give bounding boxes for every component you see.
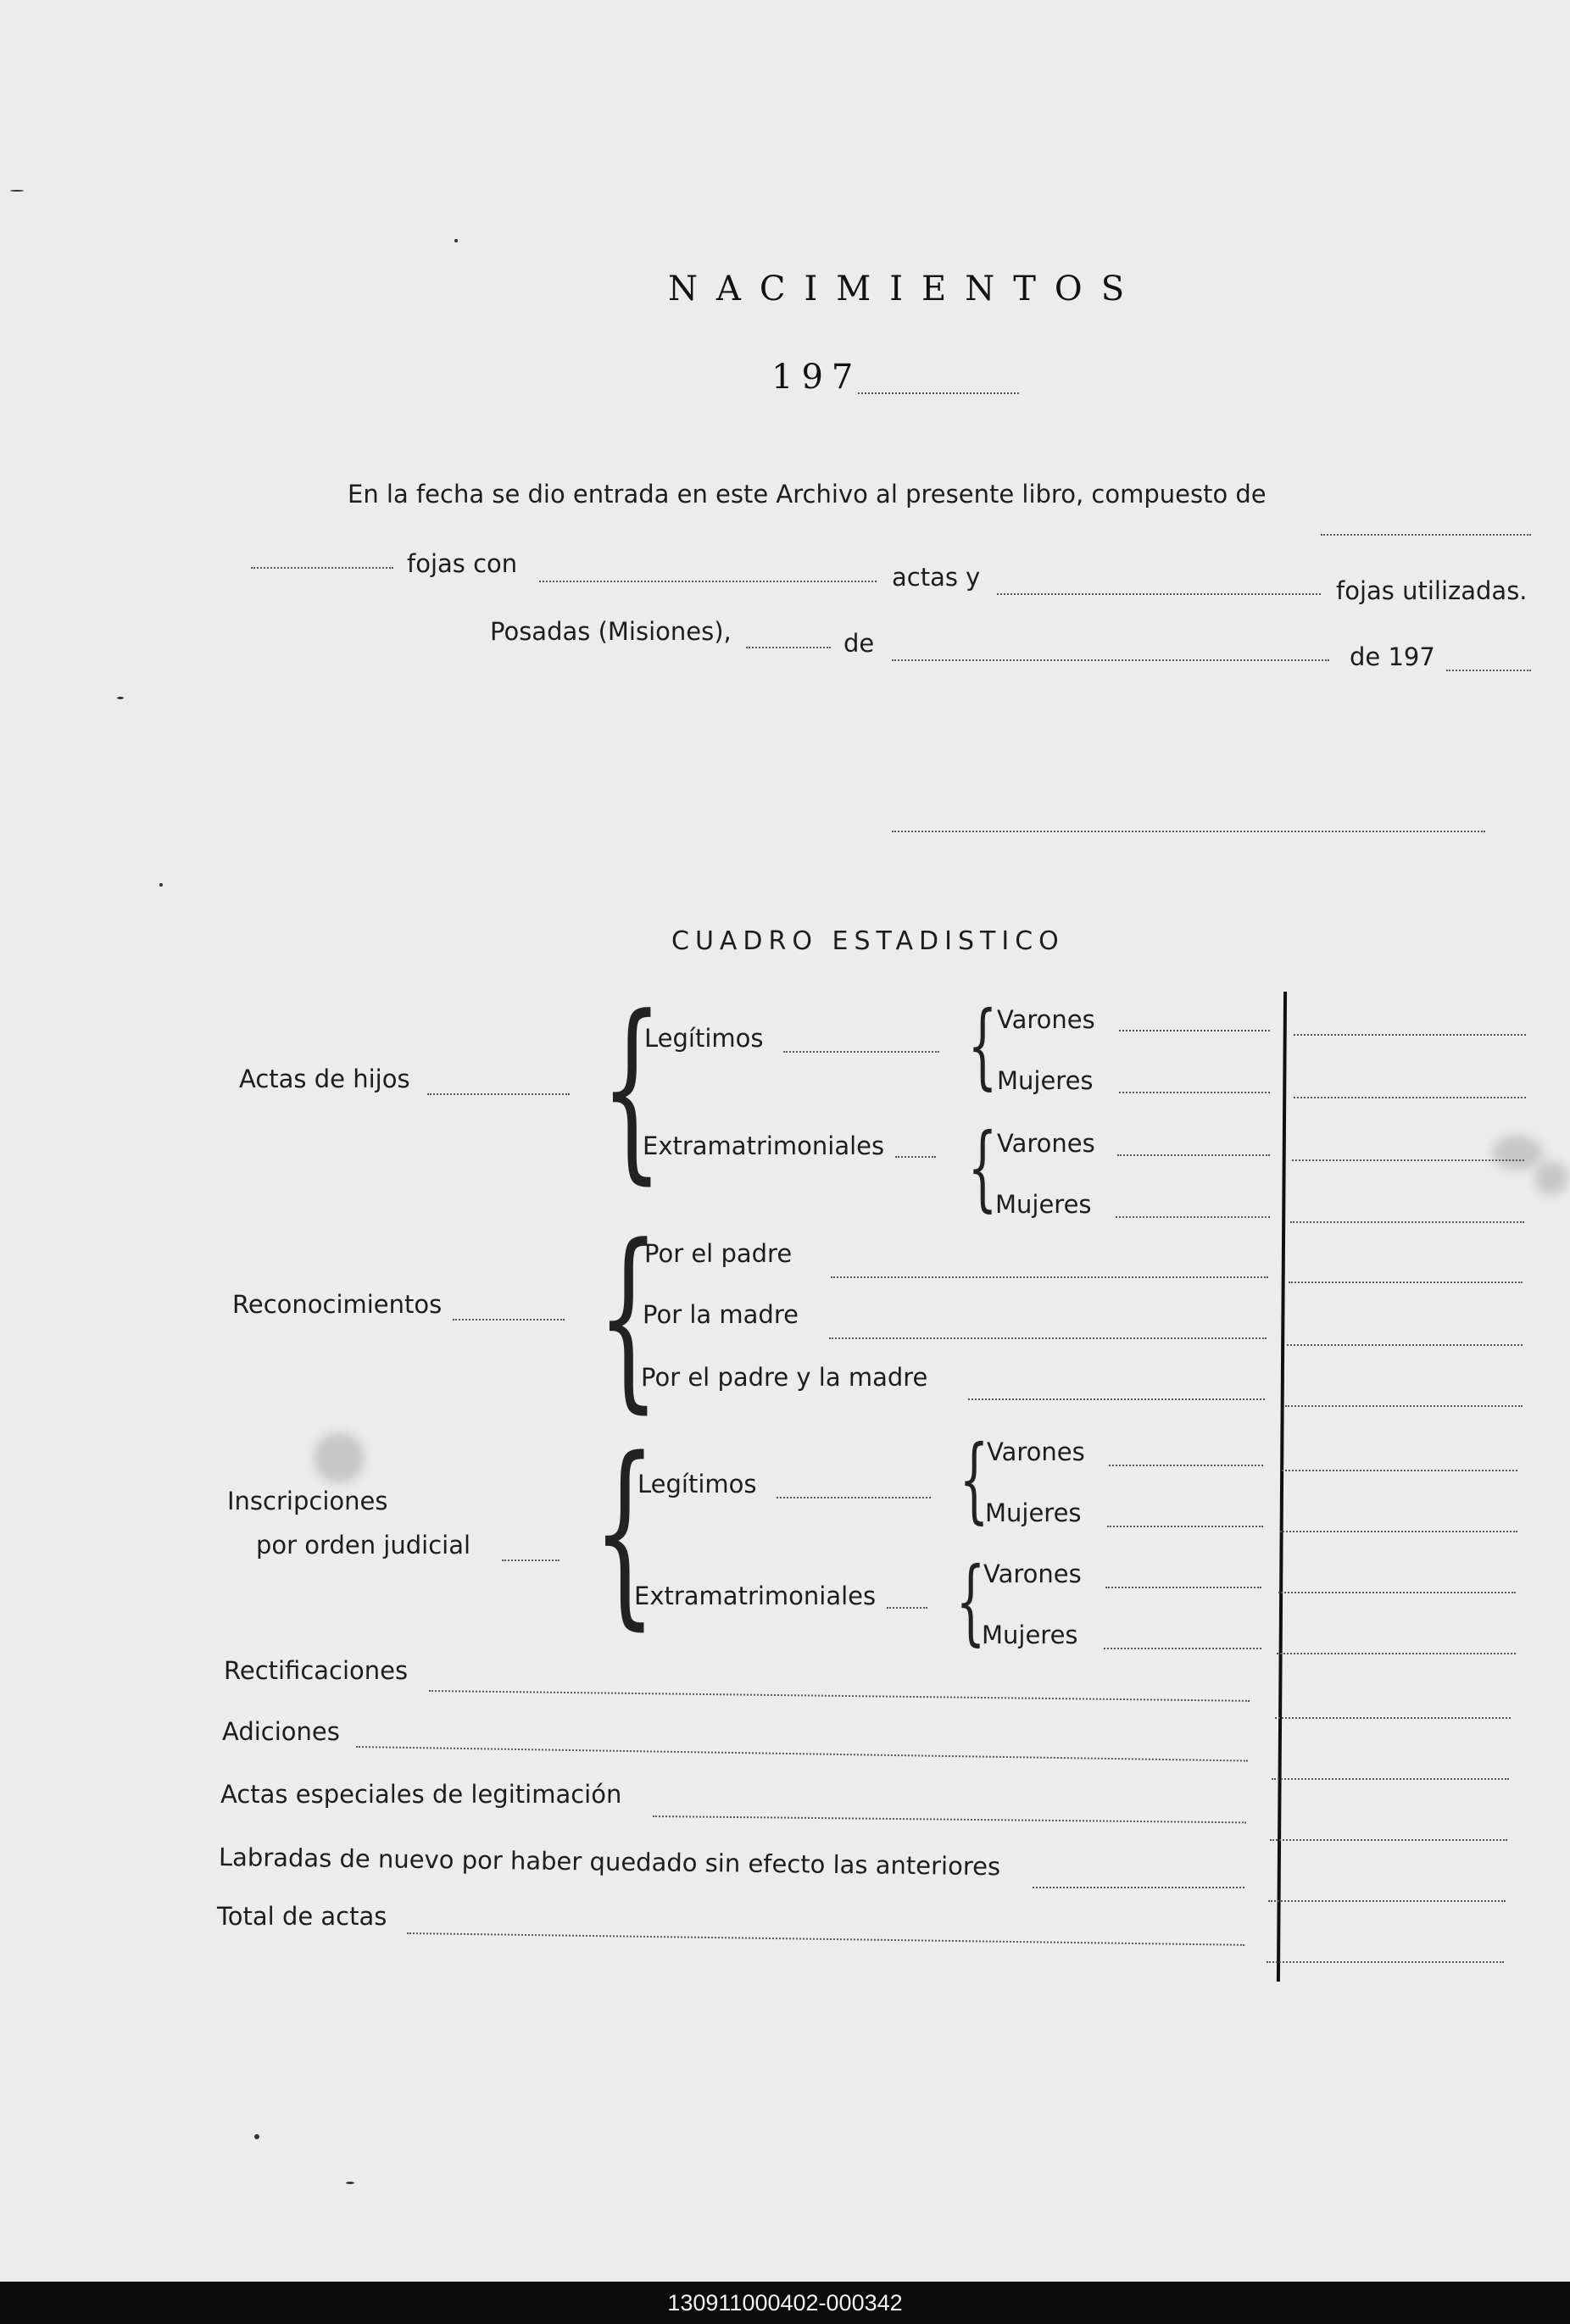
total-total[interactable]: [1267, 1961, 1504, 1963]
varones-2-dots[interactable]: [1117, 1154, 1270, 1156]
scan-smudge: [1534, 1161, 1568, 1195]
scan-speck: [454, 239, 458, 242]
total-dots[interactable]: [407, 1932, 1244, 1946]
actas-especiales-total[interactable]: [1270, 1839, 1507, 1841]
mujeres-1-total[interactable]: [1294, 1097, 1526, 1098]
archive-id: 130911000402-000342: [667, 2289, 903, 2316]
varones-1-total[interactable]: [1294, 1034, 1526, 1036]
varones-1-dots[interactable]: [1119, 1030, 1270, 1031]
rectificaciones-label: Rectificaciones: [224, 1656, 409, 1685]
brace-legitimos-2: {: [959, 1425, 989, 1533]
de-label: de: [843, 629, 875, 658]
por-ambos-label: Por el padre y la madre: [641, 1363, 928, 1392]
scan-smudge: [1492, 1136, 1543, 1170]
archive-id-bar: [0, 2282, 1570, 2324]
actas-y-label: actas y: [892, 563, 981, 592]
por-la-madre-label: Por la madre: [643, 1300, 799, 1329]
mujeres-3-label: Mujeres: [985, 1498, 1082, 1527]
mujeres-1-label: Mujeres: [997, 1066, 1094, 1095]
blank-actas[interactable]: [539, 581, 877, 582]
labradas-total[interactable]: [1268, 1900, 1506, 1902]
extramatrimoniales-2-label: Extramatrimoniales: [634, 1582, 877, 1610]
brace-extramatrimoniales-2: {: [955, 1547, 986, 1655]
mujeres-1-dots[interactable]: [1119, 1092, 1270, 1093]
year-prefix: 197: [771, 358, 862, 397]
varones-3-dots[interactable]: [1109, 1465, 1263, 1466]
extramatrimoniales-1-label: Extramatrimoniales: [643, 1131, 885, 1160]
scan-speck: [10, 190, 24, 192]
legitimos-2-dots: [777, 1497, 931, 1498]
year-blank[interactable]: [858, 392, 1019, 394]
adiciones-total[interactable]: [1272, 1778, 1509, 1780]
blank-compuesto[interactable]: [1321, 534, 1531, 536]
inscripciones-dots: [502, 1560, 560, 1561]
scan-speck: [159, 883, 163, 887]
varones-2-total[interactable]: [1292, 1159, 1524, 1161]
varones-2-label: Varones: [997, 1129, 1095, 1158]
legitimos-2-label: Legítimos: [637, 1470, 757, 1498]
page-title: NACIMIENTOS: [668, 270, 1144, 309]
blank-fojas-utilizadas[interactable]: [997, 593, 1321, 595]
scan-speck: [117, 697, 124, 699]
adiciones-dots[interactable]: [356, 1746, 1248, 1762]
por-ambos-dots[interactable]: [968, 1398, 1265, 1400]
legitimos-dots: [783, 1051, 939, 1053]
scan-speck: [346, 2182, 354, 2184]
stats-title: CUADRO ESTADISTICO: [671, 926, 1065, 956]
place-label: Posadas (Misiones),: [490, 617, 732, 646]
inscripciones-label-2: por orden judicial: [256, 1531, 471, 1560]
brace-inscripciones: {: [593, 1416, 657, 1648]
labradas-label: Labradas de nuevo por haber quedado sin efecto las anteriores: [218, 1843, 1001, 1882]
total-label: Total de actas: [217, 1902, 387, 1931]
varones-4-dots[interactable]: [1105, 1587, 1261, 1588]
por-el-padre-label: Por el padre: [644, 1239, 793, 1268]
por-el-padre-dots[interactable]: [831, 1276, 1268, 1278]
actas-especiales-dots[interactable]: [653, 1815, 1246, 1823]
por-la-madre-dots[interactable]: [829, 1337, 1267, 1339]
reconocimientos-dots: [453, 1319, 565, 1320]
actas-de-hijos-label: Actas de hijos: [239, 1065, 410, 1093]
rectificaciones-dots[interactable]: [429, 1690, 1250, 1702]
brace-legitimos-1: {: [967, 991, 998, 1099]
signature-line[interactable]: [892, 831, 1485, 832]
column-divider: [1277, 992, 1287, 1982]
por-la-madre-total[interactable]: [1287, 1344, 1523, 1346]
mujeres-4-dots[interactable]: [1104, 1648, 1261, 1649]
adiciones-label: Adiciones: [222, 1717, 340, 1746]
actas-especiales-label: Actas especiales de legitimación: [220, 1780, 622, 1809]
scan-speck: [254, 2134, 259, 2139]
mujeres-2-label: Mujeres: [995, 1190, 1092, 1219]
extramatrimoniales-2-dots: [887, 1607, 927, 1609]
brace-actas-de-hijos: {: [600, 976, 663, 1202]
blank-year-suffix[interactable]: [1446, 670, 1531, 671]
varones-1-label: Varones: [997, 1005, 1095, 1034]
por-el-padre-total[interactable]: [1289, 1282, 1523, 1283]
reconocimientos-label: Reconocimientos: [232, 1290, 443, 1319]
legitimos-label: Legítimos: [644, 1024, 764, 1053]
varones-4-total[interactable]: [1278, 1592, 1516, 1593]
mujeres-2-total[interactable]: [1290, 1221, 1524, 1223]
varones-3-label: Varones: [987, 1437, 1085, 1466]
por-ambos-total[interactable]: [1285, 1405, 1523, 1407]
brace-extramatrimoniales-1: {: [967, 1113, 998, 1221]
rectificaciones-total[interactable]: [1275, 1717, 1511, 1719]
mujeres-4-label: Mujeres: [982, 1621, 1078, 1649]
brace-reconocimientos: {: [597, 1204, 660, 1431]
fojas-con-label: fojas con: [407, 549, 518, 578]
actas-de-hijos-dots: [427, 1093, 570, 1095]
extramatrimoniales-1-dots: [895, 1156, 936, 1158]
inscripciones-label-1: Inscripciones: [227, 1487, 388, 1515]
scan-smudge: [314, 1432, 365, 1483]
mujeres-3-total[interactable]: [1280, 1531, 1517, 1532]
mujeres-2-dots[interactable]: [1116, 1216, 1270, 1218]
blank-fojas[interactable]: [251, 567, 393, 569]
varones-4-label: Varones: [983, 1560, 1082, 1588]
entry-line-1: En la fecha se dio entrada en este Archivo al presente libro, compuesto de: [348, 480, 1267, 509]
fojas-utilizadas-label: fojas utilizadas.: [1336, 576, 1528, 605]
de-197-label: de 197: [1350, 642, 1435, 671]
labradas-dots[interactable]: [1033, 1887, 1244, 1888]
mujeres-4-total[interactable]: [1277, 1653, 1516, 1654]
blank-day[interactable]: [746, 647, 831, 648]
blank-month[interactable]: [892, 659, 1329, 661]
varones-3-total[interactable]: [1282, 1470, 1517, 1471]
mujeres-3-dots[interactable]: [1107, 1526, 1263, 1527]
